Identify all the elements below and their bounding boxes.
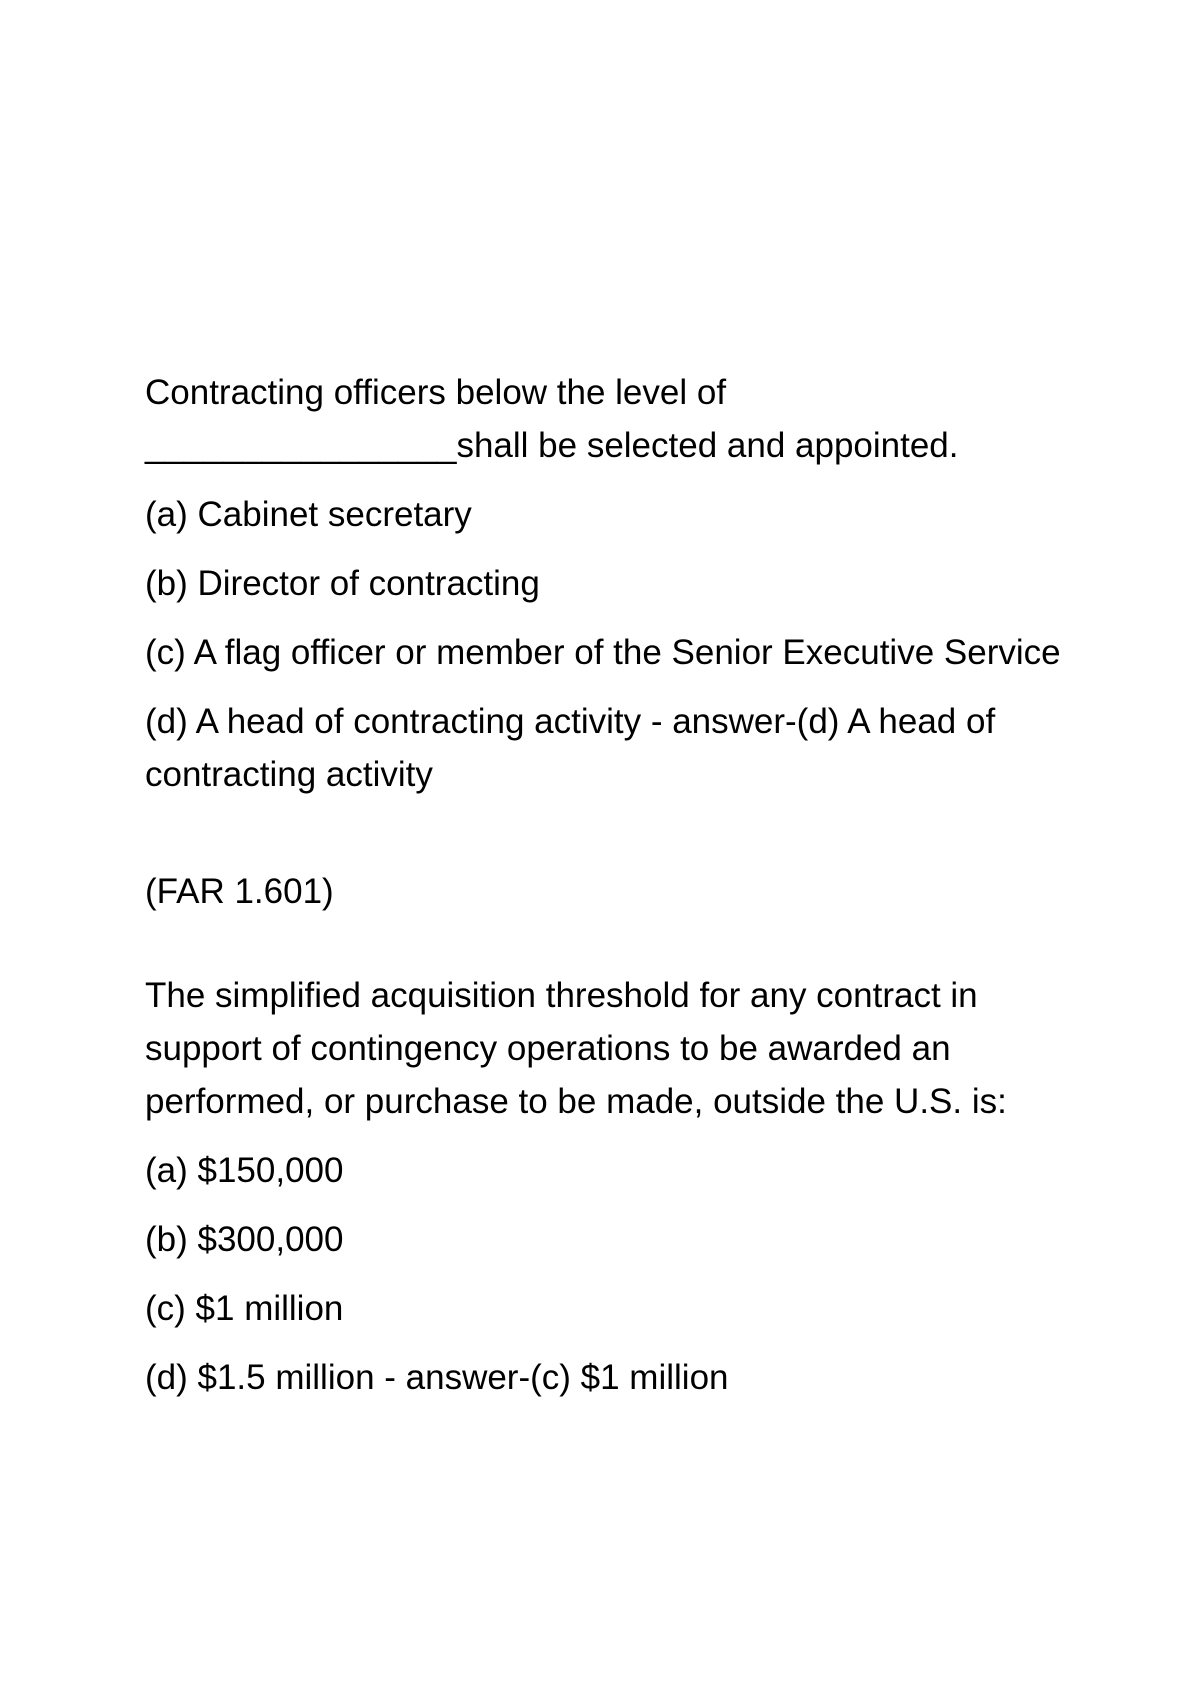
question-2-option-a: (a) $150,000	[145, 1151, 344, 1190]
question-2-option-b: (b) $300,000	[145, 1220, 344, 1259]
spacer	[145, 817, 1065, 865]
question-1-stem-line2: shall be selected and appointed.	[456, 426, 959, 465]
question-1-option-c: (c) A flag officer or member of the Senior Executive Service	[145, 633, 1061, 672]
question-1-option-b: (b) Director of contracting	[145, 564, 540, 603]
question-2-option-d: (d) $1.5 million - answer-(c) $1 million	[145, 1358, 729, 1397]
spacer	[145, 918, 1065, 969]
question-1	[145, 366, 1065, 801]
question-2	[145, 969, 1065, 1404]
document-content	[145, 366, 1065, 1420]
question-2-stem: The simplified acquisition threshold for any contract in support of contingency operations to be awarded an performed, or purchase to be made, outside the U.S. is:	[145, 976, 1007, 1121]
question-1-option-d: (d) A head of contracting activity - answer-(d) A head of contracting activity	[145, 702, 996, 794]
question-1-stem	[145, 366, 1065, 472]
question-1-stem-line1: Contracting officers below the level of	[145, 373, 727, 412]
question-1-citation: (FAR 1.601)	[145, 872, 334, 911]
question-1-option-a: (a) Cabinet secretary	[145, 495, 472, 534]
question-1-blank: ________________	[145, 426, 457, 465]
question-2-option-c: (c) $1 million	[145, 1289, 344, 1328]
